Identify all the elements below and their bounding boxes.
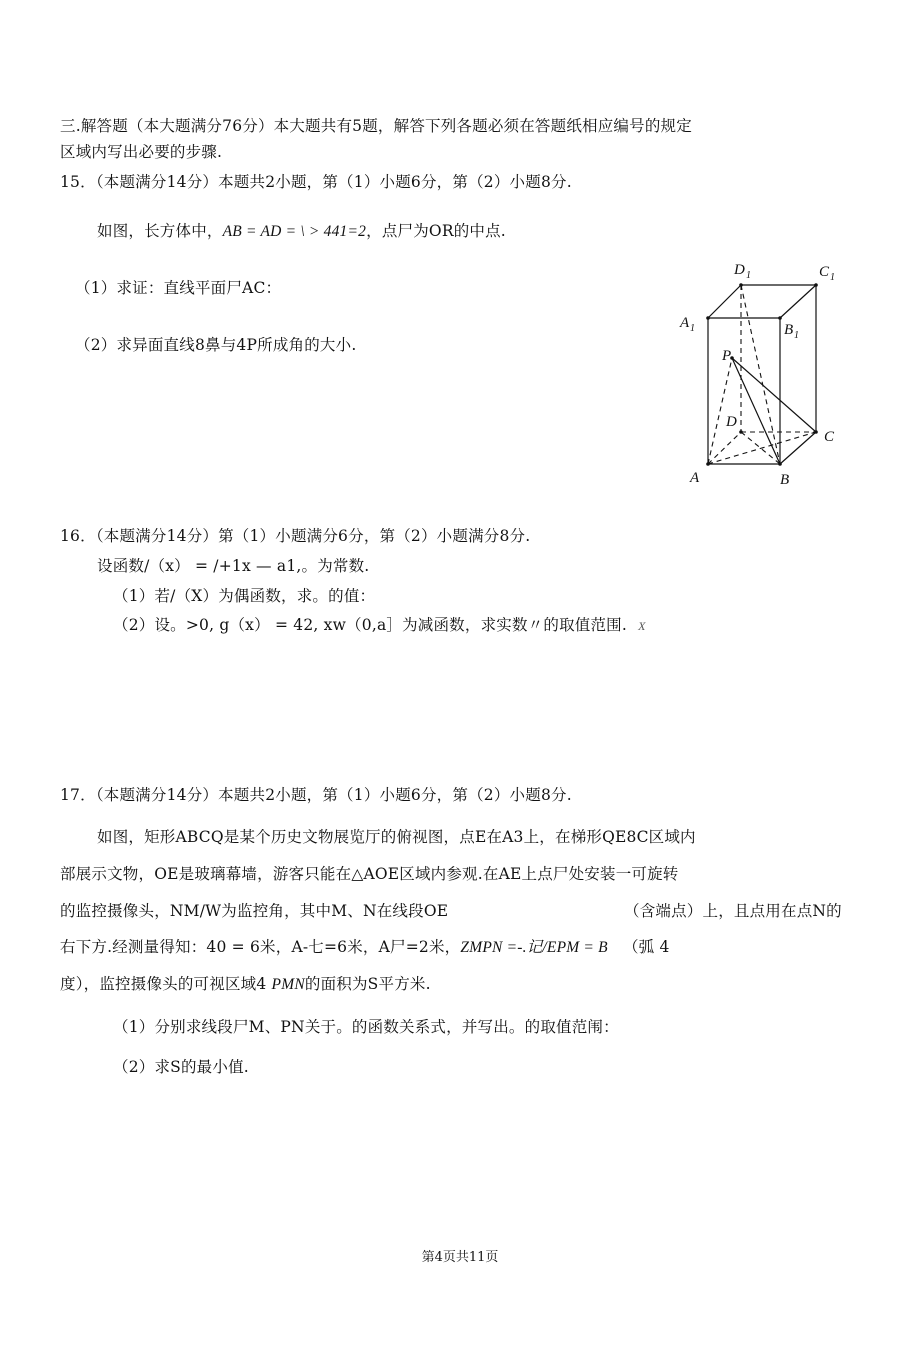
q17-line4b: （弧 4 — [622, 938, 670, 956]
hidden-edge-a-p — [708, 358, 732, 464]
label-a1-sub: 1 — [690, 323, 695, 334]
label-b: B — [780, 472, 790, 488]
q15-intro-b: ，点尸为OR的中点. — [366, 222, 506, 240]
q15-intro-math: AB = AD = \ > 441=2 — [222, 223, 367, 240]
vertex-d — [739, 430, 743, 434]
q16-stray-mark: X — [638, 619, 646, 633]
q15-header: 15．（本题满分14分）本题共2小题，第（1）小题6分，第（2）小题8分. — [60, 173, 572, 191]
label-b1-sub: 1 — [794, 330, 799, 341]
label-a: A — [690, 470, 700, 486]
q16-part2-text: （2）设。>0, g（x） = 42, xw（0,a］为减函数，求实数〃的取值范围. — [113, 616, 628, 634]
label-p: P — [722, 348, 732, 364]
q16-intro: 设函数/（x） = /+1x — a1,。为常数. — [97, 557, 370, 575]
edge-b-p — [732, 358, 780, 464]
q17-line4-math: ZMPN =-.记/EPM = B — [460, 939, 608, 956]
label-c1-sub: 1 — [830, 272, 835, 283]
vertex-a — [706, 462, 710, 466]
vertex-c1 — [814, 283, 818, 287]
hidden-edge-d1-b — [741, 285, 780, 464]
page-footer: 第4页共11页 — [421, 1250, 499, 1265]
cuboid-figure — [670, 252, 850, 492]
edge-b1-c1 — [780, 285, 816, 318]
q16-part2 — [113, 613, 646, 635]
q15-part2: （2）求异面直线8鼻与4P所成角的大小. — [75, 336, 357, 354]
vertex-b1 — [778, 316, 782, 320]
q15-intro — [97, 219, 506, 241]
q17-line5 — [60, 972, 431, 994]
label-b1: B — [784, 322, 794, 338]
q17-line5-math: PMN — [271, 976, 305, 993]
label-d: D — [726, 414, 737, 430]
vertex-d1 — [739, 283, 743, 287]
q17-line5a: 度），监控摄像头的可视区域4 — [60, 975, 272, 993]
q17-line5b: 的面积为S平方米. — [304, 975, 431, 993]
section-header-line1: 三.解答题（本大题满分76分）本大题共有5题，解答下列各题必须在答题纸相应编号的规定 — [60, 117, 692, 135]
q17-header: 17．（本题满分14分）本题共2小题，第（1）小题6分，第（2）小题8分. — [60, 786, 572, 804]
q17-line4a: 右下方.经测量得知：40 = 6米，A-七=6米，A尸=2米， — [60, 938, 461, 956]
q16-header: 16．（本题满分14分）第（1）小题满分6分，第（2）小题满分8分. — [60, 527, 531, 545]
edge-p-c — [732, 358, 816, 432]
hidden-edge-a-d — [708, 432, 741, 464]
label-c1: C — [819, 264, 830, 280]
vertex-c — [814, 430, 818, 434]
vertex-a1 — [706, 316, 710, 320]
q17-line4 — [60, 935, 670, 957]
q17-part2: （2）求S的最小值. — [113, 1058, 249, 1076]
label-d1: D — [734, 262, 745, 278]
q17-line3a: 的监控摄像头，NM/W为监控角，其中M、N在线段OE — [60, 902, 449, 920]
q16-part1: （1）若/（X）为偶函数，求。的值： — [113, 587, 376, 605]
q15-part1: （1）求证：直线平面尸AC： — [75, 279, 282, 297]
q17-line1: 如图，矩形ABCQ是某个历史文物展览厅的俯视图，点E在A3上，在梯形QE8C区域内 — [97, 828, 696, 846]
vertex-b — [778, 462, 782, 466]
label-d1-sub: 1 — [746, 270, 751, 281]
edge-d1-a1 — [708, 285, 741, 318]
q17-line2: 部展示文物，OE是玻璃幕墙，游客只能在△AOE区域内参观.在AE上点尸处安装一可旋转 — [60, 865, 679, 883]
label-a1: A — [680, 315, 690, 331]
label-c: C — [824, 429, 835, 445]
q15-intro-a: 如图，长方体中， — [97, 222, 223, 240]
q17-line3b: （含端点）上，且点用在点N的 — [624, 902, 842, 920]
q17-part1: （1）分别求线段尸M、PN关于。的函数关系式，并写出。的取值范闱： — [113, 1018, 619, 1036]
section-header-line2: 区域内写出必要的步骤. — [60, 143, 223, 161]
